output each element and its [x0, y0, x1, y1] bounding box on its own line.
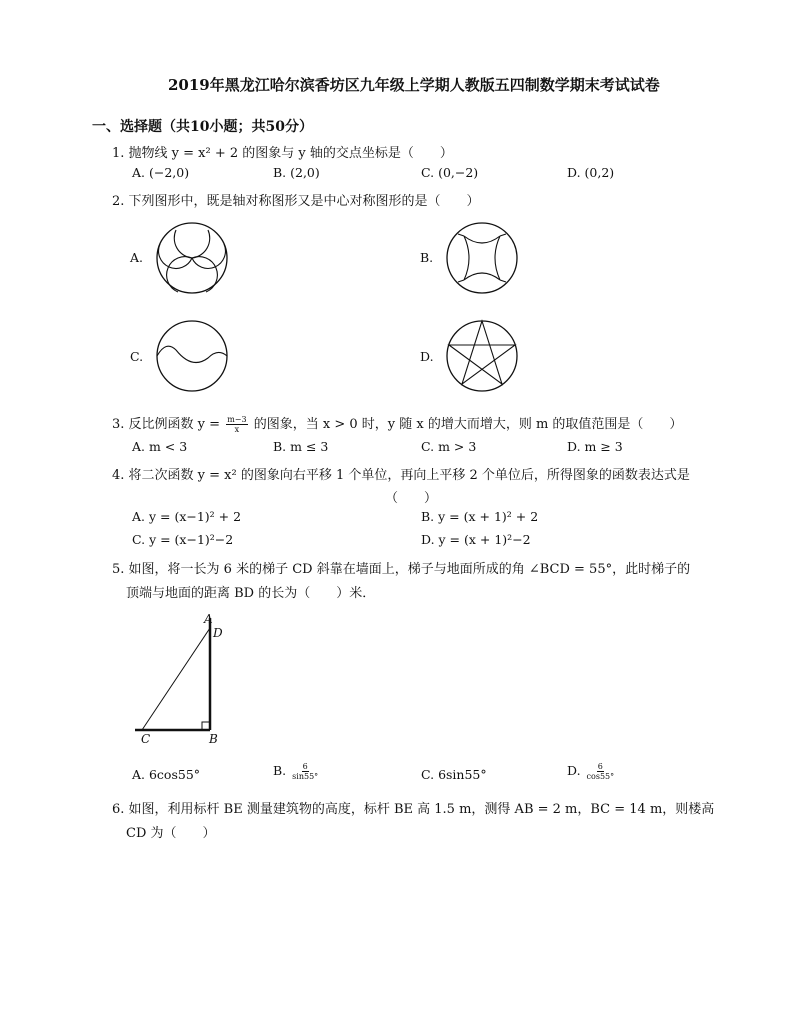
- q5-label-c: C: [141, 732, 151, 746]
- q2-figure-c-yin-yang: [154, 318, 230, 394]
- question-1-stem: 1. 抛物线 y = x² + 2 的图象与 y 轴的交点坐标是（ ）: [112, 146, 453, 161]
- q3-stem-post: 的图象，当 x > 0 时，y 随 x 的增大而增大，则 m 的取值范围是（ ）: [253, 417, 683, 432]
- question-4-stem-cont: （ ）: [385, 491, 438, 506]
- page-title: 2019年黑龙江哈尔滨香坊区九年级上学期人教版五四制数学期末考试试卷: [168, 76, 660, 94]
- q2-figure-a-circle-arcs: [154, 220, 230, 296]
- q1-option-d: D. (0,2): [567, 165, 615, 180]
- q5-option-a: A. 6cos55°: [132, 767, 201, 782]
- q1-option-c: C. (0,−2): [421, 165, 479, 180]
- q2-figure-d-pentagram: [444, 318, 520, 394]
- q2-label-d: D.: [420, 349, 434, 364]
- question-3-stem: [112, 413, 682, 434]
- question-5-stem-line1: 5. 如图，将一长为 6 米的梯子 CD 斜靠在墙面上，梯子与地面所成的角 ∠BCD = 55°，此时梯子的: [112, 562, 691, 577]
- question-6-stem-line1: 6. 如图，利用标杆 BE 测量建筑物的高度，标杆 BE 高 1.5 m，测得 AB = 2 m，BC = 14 m，则楼高: [112, 802, 715, 817]
- q5-option-d-num: 6: [597, 762, 603, 771]
- q5-option-d: [567, 762, 616, 781]
- question-4-stem: 4. 将二次函数 y = x² 的图象向右平移 1 个单位，再向上平移 2 个单位后，所得图象的函数表达式是: [112, 468, 690, 483]
- q3-stem-pre: 3. 反比例函数 y =: [112, 417, 221, 432]
- q5-label-a: A: [204, 612, 213, 626]
- q5-label-b: B: [209, 732, 218, 746]
- q1-option-b: B. (2,0): [273, 165, 320, 180]
- q4-option-d: D. y = (x + 1)²−2: [421, 532, 531, 547]
- q5-label-d: D: [213, 626, 223, 640]
- q3-option-c: C. m > 3: [421, 439, 477, 454]
- question-5-stem-line2: 顶端与地面的距离 BD 的长为（ ）米．: [126, 586, 376, 601]
- q4-option-c: C. y = (x−1)²−2: [132, 532, 234, 547]
- q5-option-b-letter: B.: [273, 763, 287, 778]
- q3-frac-den: x: [234, 425, 240, 434]
- q3-option-d: D. m ≥ 3: [567, 439, 623, 454]
- q3-option-b: B. m ≤ 3: [273, 439, 329, 454]
- q1-option-a: A. (−2,0): [132, 165, 190, 180]
- q5-option-d-fraction: [587, 762, 615, 781]
- q3-option-a: A. m < 3: [132, 439, 188, 454]
- q5-option-b-num: 6: [302, 762, 308, 771]
- q2-label-a: A.: [130, 250, 144, 265]
- q3-fraction: [226, 415, 247, 434]
- q5-option-b-fraction: [292, 762, 318, 781]
- q5-option-d-den: cos55°: [586, 772, 615, 781]
- q5-option-b: [273, 762, 320, 781]
- q2-figure-b-concave-square: [444, 220, 520, 296]
- q4-option-a: A. y = (x−1)² + 2: [132, 509, 242, 524]
- question-6-stem-line2: CD 为（ ）: [126, 826, 216, 841]
- question-2-stem: 2. 下列图形中，既是轴对称图形又是中心对称图形的是（ ）: [112, 194, 480, 209]
- q5-option-b-den: sin55°: [292, 772, 319, 781]
- q5-option-d-letter: D.: [567, 763, 581, 778]
- section-heading: 一、选择题（共10小题；共50分）: [92, 119, 313, 135]
- q5-option-c: C. 6sin55°: [421, 767, 487, 782]
- q4-option-b: B. y = (x + 1)² + 2: [421, 509, 539, 524]
- q2-label-c: C.: [130, 349, 144, 364]
- q2-label-b: B.: [420, 250, 434, 265]
- q3-frac-num: m−3: [227, 415, 247, 424]
